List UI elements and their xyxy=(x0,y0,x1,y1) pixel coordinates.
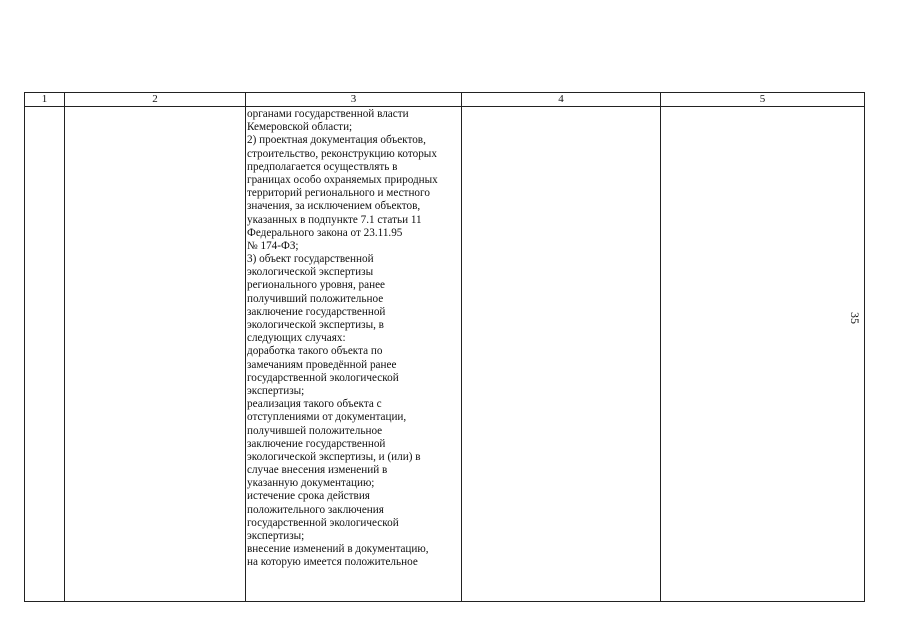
text-line: экспертизы; xyxy=(247,530,305,542)
text-line: границах особо охраняемых природных xyxy=(247,173,438,186)
text-line: 2) проектная документация объектов, xyxy=(247,134,426,147)
text-line: доработка такого объекта по xyxy=(247,345,383,358)
regulation-table xyxy=(24,92,865,602)
text-line: территорий регионального и местного xyxy=(247,187,430,200)
text-line: реализация такого объекта с xyxy=(247,398,382,411)
text-line: экологической экспертизы, в xyxy=(247,319,384,331)
text-line: Кемеровской области; xyxy=(247,121,353,134)
column-header-2: 2 xyxy=(65,93,246,107)
cell-col3 xyxy=(246,107,462,602)
cell-col5 xyxy=(661,107,865,602)
column-header-3: 3 xyxy=(246,93,462,107)
text-line: 3) объект государственной xyxy=(247,253,374,266)
text-line: на которую имеется положительное xyxy=(247,556,418,569)
text-line: органами государственной власти xyxy=(247,108,409,120)
text-line: получивший положительное xyxy=(247,292,384,305)
text-line: предполагается осуществлять в xyxy=(247,160,398,173)
text-line: положительного заключения xyxy=(247,503,384,516)
text-line: регионального уровня, ранее xyxy=(247,279,386,292)
text-line: заключение государственной xyxy=(247,305,386,318)
column-header-5: 5 xyxy=(661,93,865,107)
cell-col1 xyxy=(25,107,65,602)
text-line: экспертизы; xyxy=(247,384,305,397)
text-line: заключение государственной xyxy=(247,437,386,450)
text-line: внесение изменений в документацию, xyxy=(247,543,429,556)
text-line: замечаниям проведённой ранее xyxy=(247,358,397,371)
text-line: государственной экологической xyxy=(247,516,399,529)
text-line: получившей положительное xyxy=(247,424,383,437)
text-line: отступлениями от документации, xyxy=(247,411,407,424)
text-line: Федерального закона от 23.11.95 xyxy=(247,226,403,239)
text-line: указанную документацию; xyxy=(247,477,375,490)
text-line: экологической экспертизы xyxy=(247,266,374,279)
page-number: 35 xyxy=(848,312,862,324)
cell-col4 xyxy=(462,107,661,602)
text-line: указанных в подпункте 7.1 статьи 11 xyxy=(247,213,422,226)
text-line: № 174-ФЗ; xyxy=(247,239,299,252)
column-header-1: 1 xyxy=(25,93,65,107)
table-row xyxy=(25,107,865,602)
cell-col3-text xyxy=(246,107,461,570)
text-line: случае внесения изменений в xyxy=(247,464,388,477)
text-line: строительство, реконструкцию которых xyxy=(247,147,437,160)
column-header-4: 4 xyxy=(462,93,661,107)
table-header-row xyxy=(25,93,865,107)
text-line: значения, за исключением объектов, xyxy=(247,200,421,213)
cell-col2 xyxy=(65,107,246,602)
text-line: государственной экологической xyxy=(247,371,399,384)
text-line: следующих случаях: xyxy=(247,332,346,345)
text-line: истечение срока действия xyxy=(247,490,370,503)
text-line: экологической экспертизы, и (или) в xyxy=(247,450,421,463)
